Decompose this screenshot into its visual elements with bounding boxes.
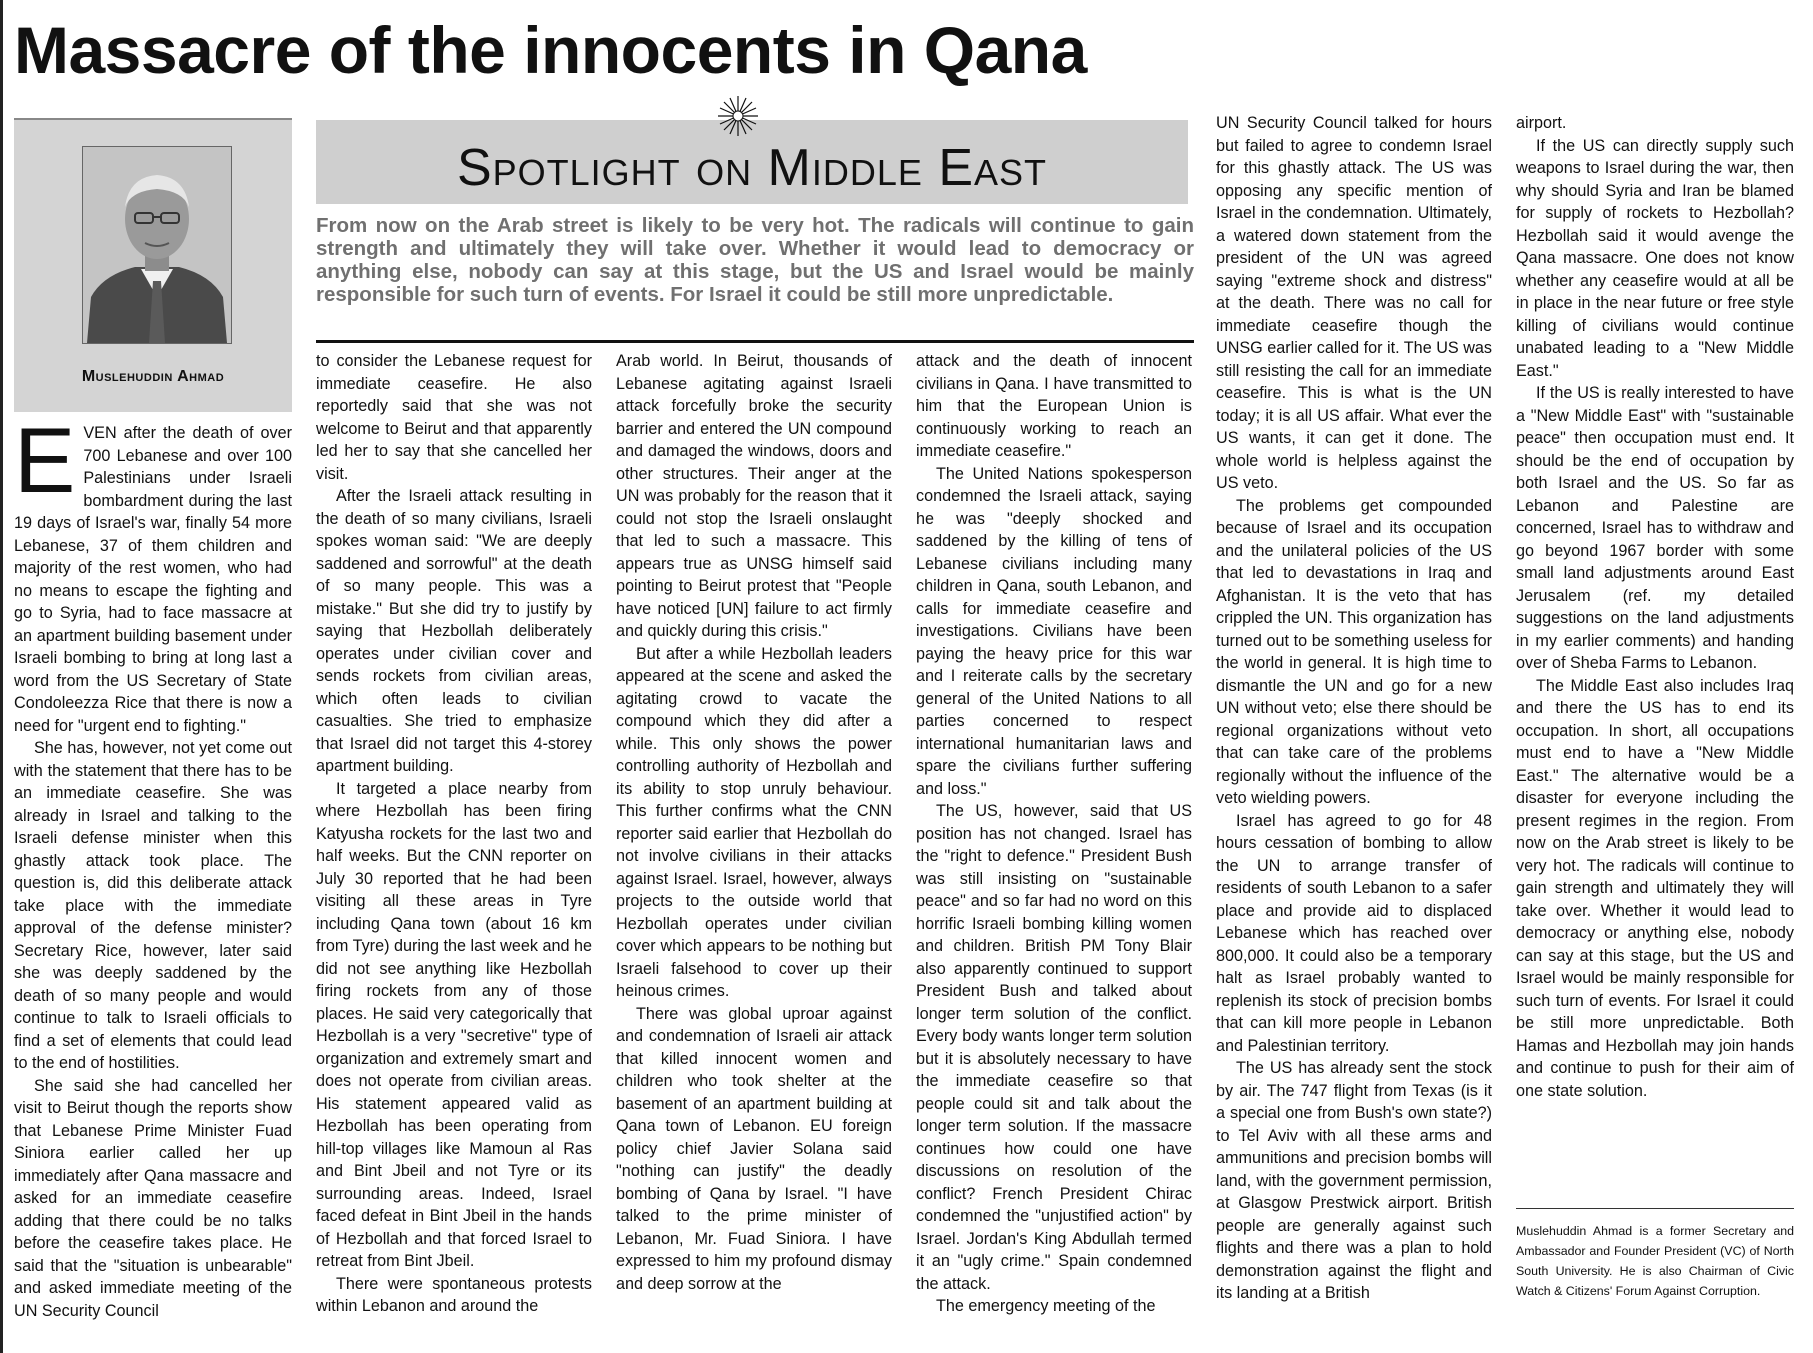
article-paragraph: If the US is really interested to have a "New Middle East" with "sustainable peace" then occupation must end. It should be the end of occupation by both Israel and the US. So far as Lebanon and Palestine are concerned, Israel has to withdraw and go beyond 1967 border with some small land adjustments around East Jerusalem (ref. my detailed suggestions on the land adjustments in my earlier comments) and handing over of Sheba Farms to Lebanon.	[1516, 384, 1794, 672]
article-column-6	[1516, 112, 1794, 1200]
article-paragraph: UN Security Council talked for hours but failed to agree to condemn Israel for this ghastly attack. The US was opposing any specific mention of Israel in the condemnation. Ultimately, a watered down statement from the president of the UN was agreed saying "extreme shock and distress" at the death. There was no call for immediate ceasefire though the UNSG earlier called for it. The US was still resisting the call for an immediate ceasefire. This is what is the UN today; it is all US affair. What ever the US wants, it can get it done. The whole world is helpless against the US veto.	[1216, 114, 1492, 492]
author-bio: Muslehuddin Ahmad is a former Secretary and Ambassador and Founder President (VC) of North South University. He is also Chairman of Civic Watch & Citizens' Forum Against Corruption.	[1516, 1208, 1794, 1301]
article-column-4	[916, 350, 1192, 1350]
article-paragraph: Arab world. In Beirut, thousands of Lebanese agitating against Israeli attack forcefully broke the security barrier and entered the UN compound and damaged the windows, doors and other structures. Their anger at the UN was probably for the reason that it could not stop the Israeli onslaught that led to such a massacre. This appears true as UNSG himself said pointing to Beirut protest that "People have noticed [UN] failure to act firmly and quickly during this crisis."	[616, 352, 892, 640]
author-photo	[82, 146, 232, 344]
article-paragraph: If the US can directly supply such weapons to Israel during the war, then why should Syria and Iran be blamed for supply of rockets to Hezbollah? Hezbollah said it would avenge the Qana massacre. One does not know whether any ceasefire would at all be in place in the near future or free style killing of civilians would continue unabated leading to a "New Middle East."	[1516, 136, 1794, 380]
article-paragraph: Israel has agreed to go for 48 hours cessation of bombing to allow the UN to arrange transfer of residents of south Lebanon to a safer place and provide aid to displaced Lebanese which has reached over 800,000. It could also be a temporary halt as Israel probably wanted to replenish its stock of precision bombs that can kill more people in Lebanon and Palestinian territory.	[1216, 811, 1492, 1055]
article-paragraph: The United Nations spokesperson condemned the Israeli attack, saying he was "deeply shocked and saddened by the killing of tens of Lebanese civilians including many children in Qana, south Lebanon, and calls for immediate ceasefire and investigations. Civilians have been paying the heavy price for this war and I reiterate calls by the secretary general of the United Nations to all parties concerned to respect international humanitarian laws and spare the civilians further suffering and loss."	[916, 464, 1192, 798]
article-paragraph: airport.	[1516, 114, 1567, 132]
article-paragraph: The emergency meeting of the	[936, 1297, 1156, 1315]
article-paragraph: The Middle East also includes Iraq and there the US has to end its occupation. In short, all occupations must end to have a "New Middle East." The alternative would be a disaster for everyone including the present regimes in the region. From now on the Arab street is likely to be very hot. The radicals will continue to gain strength and ultimately they will take over. Whether it would lead to democracy or anything else, nobody can say at this stage, but the US and Israel would be mainly responsible for such turn of events. For Israel it could be still more unpredictable. Both Hamas and Hezbollah may join hands and continue to push for their aim of one state solution.	[1516, 676, 1794, 1100]
article-paragraph: to consider the Lebanese request for immediate ceasefire. He also reportedly said that she was not welcome to Beirut and that apparently led her to say that she cancelled her visit.	[316, 352, 592, 483]
page-left-rule	[0, 0, 3, 1353]
article-paragraph: The US, however, said that US position has not changed. Israel has the "right to defence." President Bush was still insisting on "sustainable peace" and so far had no word on this horrific Israeli bombing killing women and children. British PM Tony Blair also apparently continued to support President Bush and talked about longer term solution of the conflict. Every body wants longer term solution but it is absolutely necessary to have the immediate ceasefire so that people could sit and talk about the longer term solution. If the massacre continues how could one have discussions on resolution of the conflict? French President Chirac condemned the "unjustified action" by Israel. Jordan's King Abdullah termed it an "ugly crime." Spain condemned the attack.	[916, 802, 1192, 1293]
article-paragraph: attack and the death of innocent civilians in Qana. I have transmitted to him that the European Union is continuously working to reach an immediate ceasefire."	[916, 352, 1192, 460]
author-box	[14, 118, 292, 412]
article-paragraph: The problems get compounded because of Israel and its occupation and the unilateral policies of the US that led to devastations in Iraq and Afghanistan. It is the veto that has crippled the UN. This organization has turned out to be something useless for the world in general. It is high time to dismantle the UN and go for a new UN without veto; else there should be regional organizations without veto that can take care of the problems regionally without the influence of the veto wielding powers.	[1216, 496, 1492, 807]
article-paragraph: There was global uproar against and condemnation of Israeli air attack that killed innocent women and children who took shelter at the basement of an apartment building at Qana town of Lebanon. EU foreign policy chief Javier Solana said "nothing can justify" the deadly bombing of Qana by Israel. "I have talked to the prime minister of Lebanon, Mr. Fuad Siniora. I have expressed to him my profound dismay and deep sorrow at the	[616, 1004, 892, 1293]
standfirst: From now on the Arab street is likely to be very hot. The radicals will continue to gain strength and ultimately they will take over. Whether it would lead to democracy or anything else, nobody can say at this stage, but the US and Israel would be mainly responsible for such turn of events. For Israel it could be still more unpredictable.	[316, 214, 1194, 306]
article-paragraph: The US has already sent the stock by air. The 747 flight from Texas (is it a special one from Bush's own state?) to Tel Aviv with all these arms and ammunitions and precision bombs will land, with the government permission, at Glasgow Prestwick airport. British people are generally against such flights and there was a plan to hold demonstration against the flight and its landing at a British	[1216, 1059, 1492, 1302]
article-column-2	[316, 350, 592, 1350]
standfirst-rule	[316, 340, 1194, 343]
author-portrait-image	[83, 147, 231, 343]
drop-cap: E	[14, 422, 76, 512]
article-column-5	[1216, 112, 1492, 1350]
starburst-icon	[718, 96, 758, 136]
article-paragraph: But after a while Hezbollah leaders appeared at the scene and asked the agitating crowd to vacate the compound which they did after a while. This only shows the power controlling authority of Hezbollah and its ability to stop unruly behaviour. This further confirms what the CNN reporter said earlier that Hezbollah do not involve civilians in their attacks against Israel. Israel, however, always projects to the outside world that Hezbollah operates under civilian cover which appears to be nothing but Israeli falsehood to cover up their heinous crimes.	[616, 644, 892, 1000]
article-paragraph: There were spontaneous protests within Lebanon and around the	[316, 1274, 592, 1315]
article-paragraph: It targeted a place nearby from where Hezbollah has been firing Katyusha rockets for the last two and half weeks. But the CNN reporter on July 30 reported that he had been visiting all these areas in Tyre including Qana town (about 16 km from Tyre) during the last week and he did not see anything like Hezbollah firing rockets from any of those places. He said very categorically that Hezbollah is a very "secretive" type of organization and extremely smart and does not operate from civilian areas. His statement appeared valid as Hezbollah has been operating from hill-top villages like Mamoun al Ras and Bint Jbeil and not Tyre or its surrounding areas. Indeed, Israel faced defeat in Bint Jbeil in the hands of Hezbollah and that forced Israel to retreat from Bint Jbeil.	[316, 779, 592, 1270]
paragraph-text: VEN after the death of over 700 Lebanese and over 100 Palestinians under Israeli bombardment during the last 19 days of Israel's war, finally 54 more Lebanese, 37 of them children and majority of the rest women, who had no means to escape the fighting and go to Syria, had to face massacre at an apartment building basement under Israeli bombing to bring at long last a word from the US Secretary of State Condoleezza Rice that there is now a need for "urgent end to fighting."	[14, 424, 292, 735]
article-paragraph: After the Israeli attack resulting in the death of so many civilians, Israeli spokes woman said: "We are deeply saddened and sorrowful" at the death of so many people. This was a mistake." But she did try to justify by saying that Hezbollah deliberately operates under civilian cover and sends rockets from civilian areas, which often leads to civilian casualties. She tried to emphasize that Israel did not target this 4-storey apartment building.	[316, 487, 592, 775]
article-column-1	[14, 422, 292, 1350]
section-banner-title: Spotlight on Middle East	[456, 139, 1048, 197]
article-paragraph	[14, 422, 292, 737]
headline: Massacre of the innocents in Qana	[14, 13, 1087, 87]
author-name: Muslehuddin Ahmad	[81, 368, 225, 385]
article-paragraph: She has, however, not yet come out with the statement that there has to be an immediate ceasefire. She was already in Israel and talking to the Israeli defense minister when this ghastly attack took place. The question is, did this deliberate attack take place with the immediate approval of the defense minister? Secretary Rice, however, later said she was deeply saddened by the death of so many people and would continue to talk to Israeli officials to find a set of elements that could lead to the end of hostilities.	[14, 739, 292, 1072]
article-column-3	[616, 350, 892, 1350]
article-paragraph: She said she had cancelled her visit to Beirut though the reports show that Lebanese Prime Minister Fuad Siniora earlier called her up immediately after Qana massacre and asked for an immediate ceasefire adding that there could be no talks before the ceasefire takes place. He said that the "situation is unbearable" and asked immediate meeting of the UN Security Council	[14, 1076, 292, 1320]
